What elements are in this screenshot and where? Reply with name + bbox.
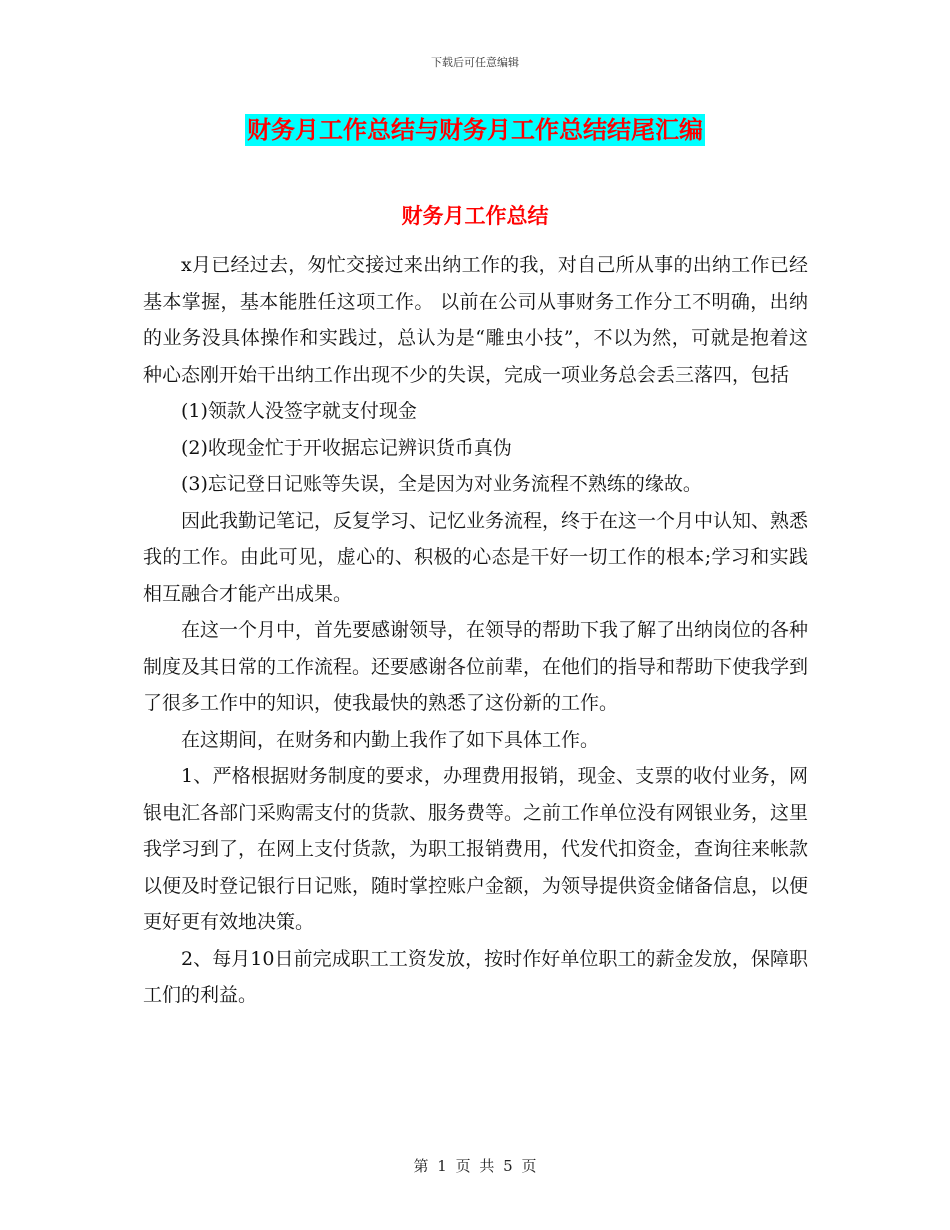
paragraph: (2)收现金忙于开收据忘记辨识货币真伪	[181, 436, 512, 459]
document-title	[0, 112, 950, 151]
paragraph: (1)领款人没签字就支付现金	[181, 400, 417, 422]
document-title-text: 财务月工作总结与财务月工作总结结尾汇编	[247, 116, 703, 144]
header-note: 下载后可任意编辑	[431, 56, 519, 69]
page-footer: 第 1 页 共 5 页	[413, 1157, 537, 1175]
paragraph: (3)忘记登日记账等失误，全是因为对业务流程不熟练的缘故。	[181, 473, 702, 495]
section-title: 财务月工作总结	[401, 204, 549, 228]
paragraph: 2、每月10日前完成职工工资发放，按时作好单位职工的薪金发放，保障职工们的利益。	[143, 947, 808, 1006]
paragraph: 因此我勤记笔记，反复学习、记忆业务流程，终于在这一个月中认知、熟悉我的工作。由此可见，虚心的、积极的心态是干好一切工作的根本;学习和实践相互融合才能产出成果。	[143, 509, 809, 605]
paragraph: 在这一个月中，首先要感谢领导，在领导的帮助下我了解了出纳岗位的各种制度及其日常的工作流程。还要感谢各位前辈，在他们的指导和帮助下使我学到了很多工作中的知识，使我最快的熟悉了这份新的工作。	[143, 619, 809, 714]
paragraph: 1、严格根据财务制度的要求，办理费用报销，现金、支票的收付业务，网银电汇各部门采购需支付的货款、服务费等。之前工作单位没有网银业务，这里我学习到了，在网上支付货款，为职工报销费用，代发代扣资金，查询往来帐款以便及时登记银行日记账，随时掌控账户金额，为领导提供资金储备信息，以便更好更有效地决策。	[143, 765, 809, 933]
paragraph: 在这期间，在财务和内勤上我作了如下具体工作。	[181, 728, 600, 751]
paragraph: x月已经过去，匆忙交接过来出纳工作的我，对自己所从事的出纳工作已经基本掌握，基本能胜任这项工作。 以前在公司从事财务工作分工不明确，出纳的业务没具体操作和实践过，总认为是“雕虫小技”，不以为然，可就是抱着这种心态刚开始干出纳工作出现不少的失误，完成一项业务总会丢三落四，包括	[143, 254, 808, 386]
document-body	[143, 247, 808, 1014]
